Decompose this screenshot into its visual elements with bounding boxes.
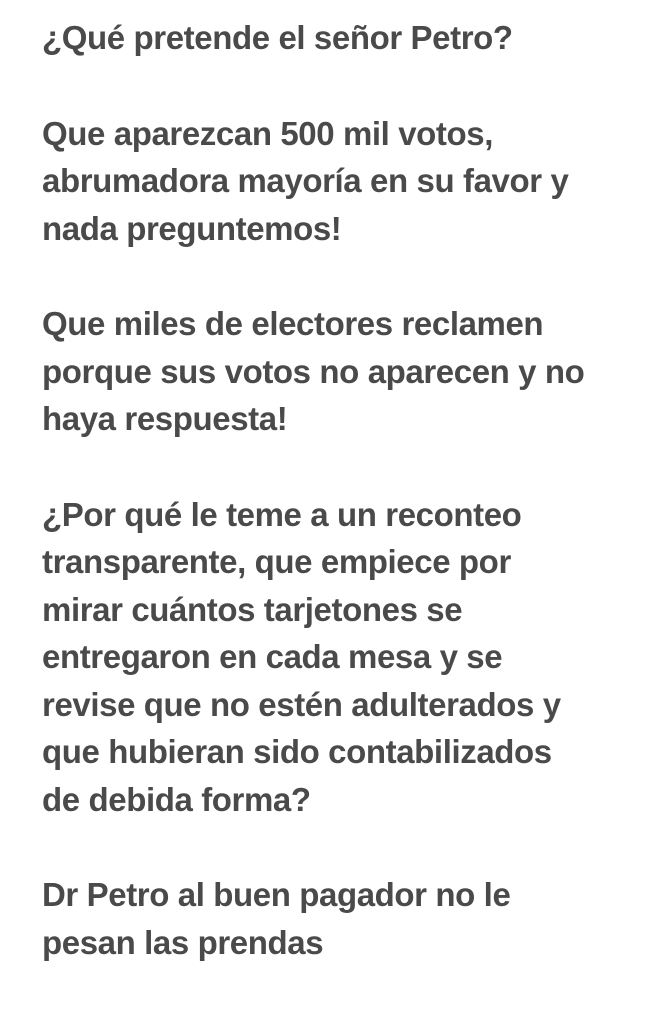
paragraph-votes-appear xyxy=(42,110,622,253)
text-line: de debida forma? xyxy=(42,780,311,818)
text-line: que hubieran sido contabilizados xyxy=(42,733,552,770)
paragraph-electors-claim xyxy=(42,300,622,443)
text-line: entregaron en cada mesa y se xyxy=(42,638,503,675)
text-line: nada preguntemos! xyxy=(42,209,342,247)
text-line: Que aparezcan 500 mil votos, xyxy=(42,114,493,152)
text-line: porque sus votos no aparecen y no xyxy=(42,352,585,390)
text-line: revise que no estén adulterados y xyxy=(42,685,561,723)
paragraph-closing-remark xyxy=(42,871,622,966)
text-line: haya respuesta! xyxy=(42,400,288,437)
text-line: abrumadora mayoría en su favor y xyxy=(42,162,569,199)
text-line: ¿Por qué le teme a un reconteo xyxy=(42,495,522,533)
text-line: pesan las prendas xyxy=(42,923,324,961)
text-line: Que miles de electores reclamen xyxy=(42,305,544,342)
text-line: ¿Qué pretende el señor Petro? xyxy=(42,19,513,56)
text-line: Dr Petro al buen pagador no le xyxy=(42,876,511,913)
text-line: transparente, que empiece por xyxy=(42,543,511,580)
paragraph-recount-question xyxy=(42,491,622,824)
paragraph-question-intro xyxy=(42,14,622,62)
text-line: mirar cuántos tarjetones se xyxy=(42,590,463,628)
